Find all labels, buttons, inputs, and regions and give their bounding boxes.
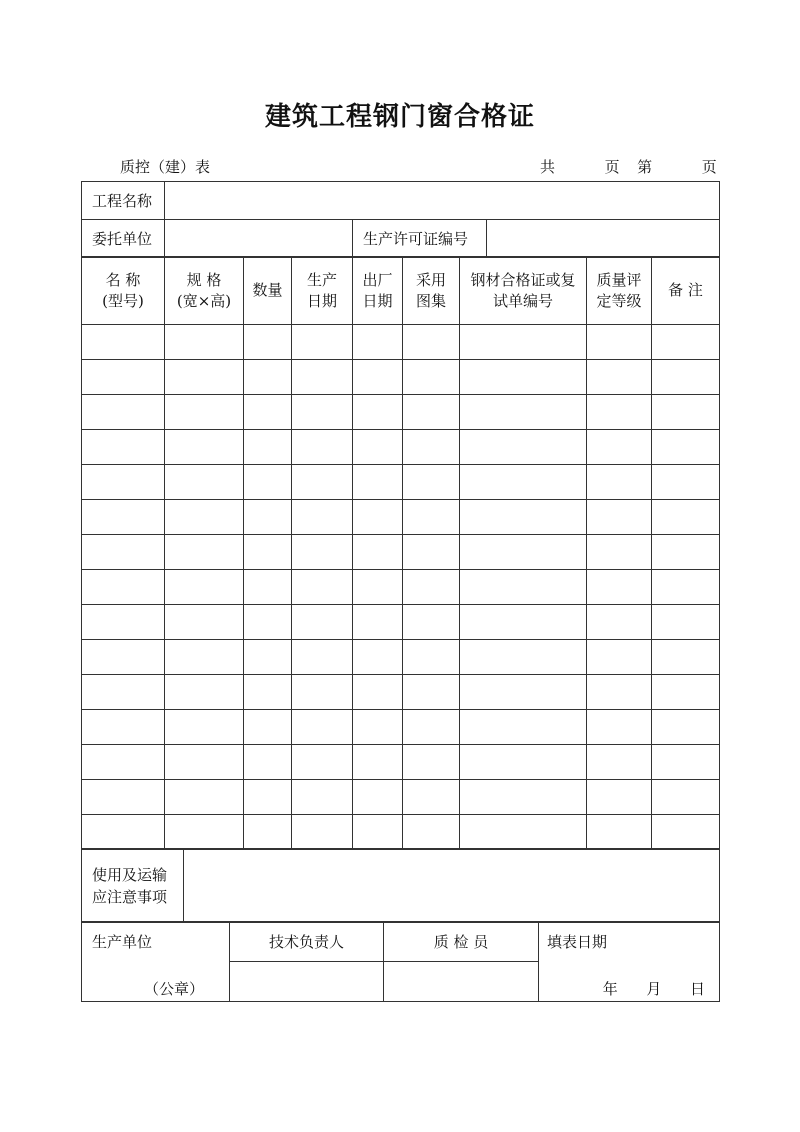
table-cell[interactable]: [652, 780, 720, 815]
table-cell[interactable]: [587, 815, 652, 850]
table-cell[interactable]: [82, 535, 165, 570]
table-cell[interactable]: [460, 605, 587, 640]
table-cell[interactable]: [652, 430, 720, 465]
table-row: [82, 675, 720, 710]
table-cell[interactable]: [460, 570, 587, 605]
table-cell[interactable]: [403, 360, 460, 395]
table-row: [82, 535, 720, 570]
fill-date-label: 填表日期: [547, 933, 608, 951]
table-cell[interactable]: [292, 395, 353, 430]
table-cell[interactable]: [587, 605, 652, 640]
table-cell[interactable]: [292, 360, 353, 395]
table-cell[interactable]: [165, 710, 244, 745]
column-header-line1: 数量: [252, 281, 283, 299]
notes-field[interactable]: [184, 849, 720, 923]
table-row: [82, 815, 720, 850]
table-cell[interactable]: [652, 710, 720, 745]
day-label: 日: [689, 980, 705, 998]
table-cell[interactable]: [244, 535, 292, 570]
table-cell[interactable]: [652, 815, 720, 850]
column-header-line1: 名 称: [105, 270, 141, 289]
table-row: [82, 395, 720, 430]
table-cell[interactable]: [244, 780, 292, 815]
column-header-line2: 日期: [362, 291, 393, 310]
table-cell[interactable]: [244, 815, 292, 850]
table-cell[interactable]: [82, 360, 165, 395]
table-cell[interactable]: [244, 465, 292, 500]
notes-table: [81, 848, 720, 923]
column-header: [403, 257, 460, 325]
table-row: [82, 640, 720, 675]
table-cell[interactable]: [292, 780, 353, 815]
tech-lead-signature[interactable]: [230, 962, 384, 1002]
column-header-line1: 备 注: [668, 281, 703, 299]
table-cell[interactable]: [244, 675, 292, 710]
table-cell[interactable]: [460, 640, 587, 675]
info-table: [81, 181, 720, 258]
page-current-prefix: 第: [637, 158, 653, 176]
table-cell[interactable]: [460, 500, 587, 535]
column-header: [652, 257, 720, 325]
notes-label: [82, 849, 184, 923]
table-cell[interactable]: [82, 500, 165, 535]
project-name-label: 工程名称: [82, 182, 165, 220]
table-cell[interactable]: [244, 605, 292, 640]
license-field[interactable]: [487, 220, 720, 258]
table-cell[interactable]: [652, 605, 720, 640]
table-cell[interactable]: [652, 640, 720, 675]
table-cell[interactable]: [460, 675, 587, 710]
table-cell[interactable]: [292, 640, 353, 675]
column-header-line1: 出厂: [362, 270, 393, 289]
fill-date-cell[interactable]: [539, 922, 720, 1002]
table-cell[interactable]: [292, 535, 353, 570]
table-cell[interactable]: [587, 395, 652, 430]
document-title: 建筑工程钢门窗合格证: [264, 102, 535, 132]
producer-label: 生产单位: [92, 933, 153, 951]
table-cell[interactable]: [460, 430, 587, 465]
producer-cell[interactable]: [82, 922, 230, 1002]
table-cell[interactable]: [244, 745, 292, 780]
table-cell[interactable]: [353, 535, 403, 570]
table-cell[interactable]: [652, 395, 720, 430]
table-cell[interactable]: [244, 570, 292, 605]
table-cell[interactable]: [460, 360, 587, 395]
table-cell[interactable]: [82, 570, 165, 605]
table-cell[interactable]: [292, 430, 353, 465]
table-cell[interactable]: [82, 430, 165, 465]
table-cell[interactable]: [244, 710, 292, 745]
table-cell[interactable]: [403, 675, 460, 710]
column-header-line2: 日期: [306, 291, 337, 310]
table-row: [82, 710, 720, 745]
table-row: [82, 360, 720, 395]
table-cell[interactable]: [82, 605, 165, 640]
table-cell[interactable]: [587, 360, 652, 395]
table-cell[interactable]: [403, 535, 460, 570]
table-cell[interactable]: [652, 325, 720, 360]
table-cell[interactable]: [652, 500, 720, 535]
signature-table: [81, 921, 720, 1002]
column-header: [353, 257, 403, 325]
table-cell[interactable]: [353, 605, 403, 640]
table-cell[interactable]: [82, 780, 165, 815]
table-cell[interactable]: [244, 500, 292, 535]
table-cell[interactable]: [353, 640, 403, 675]
table-cell[interactable]: [587, 500, 652, 535]
table-cell[interactable]: [292, 605, 353, 640]
table-cell[interactable]: [403, 815, 460, 850]
table-cell[interactable]: [652, 675, 720, 710]
table-cell[interactable]: [165, 570, 244, 605]
table-cell[interactable]: [587, 745, 652, 780]
table-cell[interactable]: [587, 465, 652, 500]
table-cell[interactable]: [353, 325, 403, 360]
table-cell[interactable]: [244, 430, 292, 465]
table-cell[interactable]: [587, 640, 652, 675]
table-cell[interactable]: [353, 360, 403, 395]
table-cell[interactable]: [353, 675, 403, 710]
notes-label-line1: 使用及运输: [92, 865, 168, 884]
column-header-line1: 钢材合格证或复: [470, 270, 576, 289]
project-name-field[interactable]: [165, 182, 720, 220]
table-cell[interactable]: [165, 360, 244, 395]
client-label: 委托单位: [82, 220, 165, 258]
table-cell[interactable]: [292, 465, 353, 500]
client-field[interactable]: [165, 220, 353, 258]
column-header-line2: 图集: [415, 291, 446, 310]
table-row: [82, 780, 720, 815]
table-cell[interactable]: [403, 640, 460, 675]
table-cell[interactable]: [652, 360, 720, 395]
table-cell[interactable]: [460, 395, 587, 430]
column-header-line1: 质量评: [596, 270, 642, 289]
table-row: [82, 745, 720, 780]
table-cell[interactable]: [460, 815, 587, 850]
table-cell[interactable]: [82, 815, 165, 850]
column-header: [587, 257, 652, 325]
table-cell[interactable]: [165, 465, 244, 500]
items-table: [81, 256, 720, 850]
table-header-row: [82, 257, 720, 325]
page-current-suffix: 页: [701, 158, 717, 176]
table-cell[interactable]: [460, 325, 587, 360]
table-cell[interactable]: [353, 465, 403, 500]
table-cell[interactable]: [353, 430, 403, 465]
table-cell[interactable]: [403, 780, 460, 815]
year-label: 年: [602, 980, 618, 998]
table-cell[interactable]: [292, 325, 353, 360]
table-cell[interactable]: [165, 395, 244, 430]
table-row: [82, 605, 720, 640]
table-cell[interactable]: [353, 815, 403, 850]
table-cell[interactable]: [165, 500, 244, 535]
table-cell[interactable]: [82, 675, 165, 710]
table-cell[interactable]: [165, 745, 244, 780]
table-cell[interactable]: [353, 780, 403, 815]
table-cell[interactable]: [292, 500, 353, 535]
page-total-suffix: 页: [604, 158, 620, 176]
table-cell[interactable]: [82, 465, 165, 500]
table-cell[interactable]: [82, 710, 165, 745]
table-cell[interactable]: [460, 465, 587, 500]
table-cell[interactable]: [165, 640, 244, 675]
date-ymd: [603, 978, 705, 999]
table-cell[interactable]: [652, 465, 720, 500]
table-cell[interactable]: [165, 675, 244, 710]
table-cell[interactable]: [353, 500, 403, 535]
page-counter: [540, 156, 717, 177]
table-cell[interactable]: [82, 395, 165, 430]
table-cell[interactable]: [292, 815, 353, 850]
table-cell[interactable]: [652, 745, 720, 780]
table-cell[interactable]: [292, 745, 353, 780]
table-cell[interactable]: [403, 325, 460, 360]
column-header-line1: 生产: [306, 270, 337, 289]
license-label: 生产许可证编号: [353, 220, 487, 258]
table-cell[interactable]: [292, 710, 353, 745]
table-row: [82, 465, 720, 500]
table-cell[interactable]: [165, 430, 244, 465]
notes-label-line2: 应注意事项: [92, 887, 168, 906]
tech-lead-label: 技术负责人: [230, 922, 384, 962]
table-cell[interactable]: [82, 640, 165, 675]
table-cell[interactable]: [587, 780, 652, 815]
table-cell[interactable]: [165, 325, 244, 360]
table-cell[interactable]: [587, 325, 652, 360]
table-cell[interactable]: [244, 360, 292, 395]
table-cell[interactable]: [587, 710, 652, 745]
column-header-line1: 规 格: [186, 270, 222, 289]
column-header: [460, 257, 587, 325]
table-cell[interactable]: [165, 815, 244, 850]
table-cell[interactable]: [403, 710, 460, 745]
table-cell[interactable]: [403, 395, 460, 430]
table-cell[interactable]: [165, 780, 244, 815]
table-cell[interactable]: [587, 570, 652, 605]
column-header-line1: 采用: [415, 270, 446, 289]
table-cell[interactable]: [460, 710, 587, 745]
table-cell[interactable]: [165, 535, 244, 570]
table-row: [82, 500, 720, 535]
column-header: [244, 257, 292, 325]
table-cell[interactable]: [652, 570, 720, 605]
table-cell[interactable]: [353, 395, 403, 430]
seal-label: （公章）: [144, 980, 205, 998]
table-cell[interactable]: [244, 395, 292, 430]
table-row: [82, 430, 720, 465]
table-cell[interactable]: [460, 535, 587, 570]
table-row: [82, 325, 720, 360]
table-cell[interactable]: [403, 430, 460, 465]
table-cell[interactable]: [165, 605, 244, 640]
table-cell[interactable]: [403, 465, 460, 500]
table-cell[interactable]: [460, 745, 587, 780]
table-cell[interactable]: [353, 570, 403, 605]
column-header-line2: (型号): [102, 291, 144, 310]
column-header: [165, 257, 244, 325]
inspector-label: 质 检 员: [384, 922, 539, 962]
table-cell[interactable]: [353, 710, 403, 745]
table-row: [82, 570, 720, 605]
month-label: 月: [646, 980, 662, 998]
page-total-prefix: 共: [540, 158, 556, 176]
table-cell[interactable]: [244, 640, 292, 675]
table-cell[interactable]: [292, 570, 353, 605]
table-cell[interactable]: [587, 535, 652, 570]
column-header-line2: (宽×高): [176, 291, 232, 310]
table-cell[interactable]: [460, 780, 587, 815]
inspector-signature[interactable]: [384, 962, 539, 1002]
table-cell[interactable]: [403, 745, 460, 780]
table-cell[interactable]: [82, 745, 165, 780]
column-header-line2: 定等级: [596, 291, 642, 310]
column-header: [292, 257, 353, 325]
table-cell[interactable]: [292, 675, 353, 710]
table-cell[interactable]: [244, 325, 292, 360]
column-header-line2: 试单编号: [492, 291, 553, 310]
table-cell[interactable]: [403, 570, 460, 605]
table-cell[interactable]: [652, 535, 720, 570]
table-cell[interactable]: [587, 430, 652, 465]
form-code: 质控（建）表: [120, 158, 211, 176]
table-cell[interactable]: [82, 325, 165, 360]
table-cell[interactable]: [587, 675, 652, 710]
table-cell[interactable]: [403, 605, 460, 640]
table-cell[interactable]: [403, 500, 460, 535]
column-header: [82, 257, 165, 325]
table-cell[interactable]: [353, 745, 403, 780]
